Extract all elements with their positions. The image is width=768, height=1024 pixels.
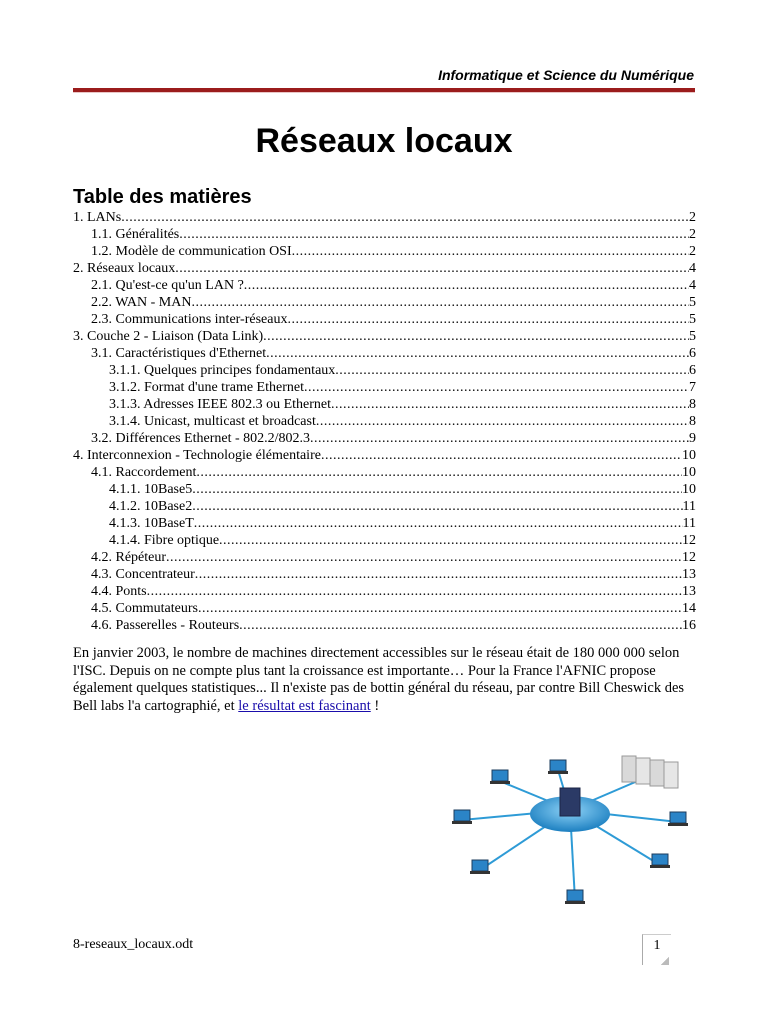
page-number: 1 (653, 938, 661, 953)
laptop-base (490, 781, 510, 784)
toc-entry-text: 3.1.1. Quelques principes fondamentaux (109, 363, 336, 378)
toc-entry[interactable] (73, 447, 696, 464)
toc-entry-page: 12 (682, 550, 696, 565)
laptop-icon (472, 860, 488, 871)
toc-entry-page: 11 (682, 499, 696, 514)
paragraph-end: ! (370, 697, 380, 714)
server-icon (560, 788, 580, 816)
toc-leader (147, 583, 682, 600)
toc-entry-page: 16 (682, 618, 696, 633)
toc-leader (239, 617, 682, 634)
toc-entry-page: 5 (689, 329, 696, 344)
toc-entry[interactable] (73, 209, 696, 226)
laptop-base (650, 865, 670, 868)
toc-entry-text: 3.1.3. Adresses IEEE 802.3 ou Ethernet (109, 397, 332, 412)
toc-leader (263, 328, 689, 345)
toc-leader (179, 226, 689, 243)
laptop-icon (652, 854, 668, 865)
result-link[interactable]: le résultat est fascinant (238, 697, 371, 714)
toc-entry[interactable] (73, 600, 696, 617)
toc-entry-text: 4.3. Concentrateur (91, 567, 195, 582)
toc-entry-page: 13 (682, 584, 696, 599)
toc-entry-page: 8 (689, 414, 696, 429)
laptop-icon (550, 760, 566, 771)
toc-entry[interactable] (73, 566, 696, 583)
toc-entry-page: 6 (689, 346, 696, 361)
toc-entry-text: 2.1. Qu'est-ce qu'un LAN ? (91, 278, 244, 293)
footer-filename: 8-reseaux_locaux.odt (73, 937, 194, 952)
toc-entry[interactable] (73, 277, 696, 294)
toc-leader (194, 515, 683, 532)
toc-leader (121, 209, 689, 226)
laptop-base (452, 821, 472, 824)
toc-entry-page: 10 (682, 482, 696, 497)
toc-leader (310, 430, 689, 447)
toc-entry[interactable] (73, 345, 696, 362)
toc-entry-page: 13 (682, 567, 696, 582)
toc-entry[interactable] (73, 464, 696, 481)
toc-leader (192, 481, 682, 498)
toc-leader (196, 464, 682, 481)
toc-entry[interactable] (73, 583, 696, 600)
toc-entry-text: 4.1.2. 10Base2 (109, 499, 193, 514)
toc-entry-text: 4.6. Passerelles - Routeurs (91, 618, 240, 633)
toc-entry-page: 7 (689, 380, 696, 395)
toc-leader (244, 277, 689, 294)
intro-paragraph (73, 645, 698, 715)
toc-heading: Table des matières (73, 186, 252, 208)
toc-entry-text: 1. LANs (73, 210, 122, 225)
toc-entry-page: 8 (689, 397, 696, 412)
toc-entry-text: 1.2. Modèle de communication OSI (91, 244, 292, 259)
paragraph-text: En janvier 2003, le nombre de machines directement accessibles sur le réseau était de 180 000 000 selon l'ISC. Depuis on ne compte plus tant la croissance est importante… Pour la France l'AFNIC propose également quelques statistiques... Il n'existe pas de bottin général du réseau, par contre Bill Cheswick des Bell labs l'a cartographié, et (73, 645, 685, 714)
header-rule (73, 88, 695, 93)
toc-leader (166, 549, 682, 566)
toc-entry[interactable] (73, 617, 696, 634)
laptop-base (565, 901, 585, 904)
toc-leader (219, 532, 682, 549)
network-illustration (440, 740, 700, 930)
page-corner-icon (661, 957, 669, 965)
toc-entry-page: 10 (682, 465, 696, 480)
laptop-icon (492, 770, 508, 781)
toc-leader (287, 311, 689, 328)
toc-entry-page: 12 (682, 533, 696, 548)
toc-entry[interactable] (73, 243, 696, 260)
toc-entry-text: 3.1.4. Unicast, multicast et broadcast (109, 414, 316, 429)
toc-entry[interactable] (73, 396, 696, 413)
toc-entry-text: 3.1.2. Format d'une trame Ethernet (109, 380, 304, 395)
toc-entry-text: 1.1. Généralités (91, 227, 180, 242)
toc-entry[interactable] (73, 294, 696, 311)
toc-leader (195, 566, 682, 583)
toc-entry-text: 4. Interconnexion - Technologie élémentaire (73, 448, 321, 463)
toc-leader (175, 260, 689, 277)
toc-entry-text: 3. Couche 2 - Liaison (Data Link) (73, 329, 264, 344)
toc-entry-page: 14 (682, 601, 696, 616)
toc-entry-text: 4.5. Commutateurs (91, 601, 198, 616)
toc-leader (335, 362, 689, 379)
toc-entry-page: 10 (682, 448, 696, 463)
toc-entry-text: 2.3. Communications inter-réseaux (91, 312, 288, 327)
toc-leader (191, 294, 689, 311)
toc-entry[interactable] (73, 498, 696, 515)
laptop-base (470, 871, 490, 874)
toc-leader (198, 600, 682, 617)
laptop-icon (454, 810, 470, 821)
toc-leader (292, 243, 689, 260)
toc-entry[interactable] (73, 260, 696, 277)
toc-entry[interactable] (73, 515, 696, 532)
toc-entry[interactable] (73, 549, 696, 566)
toc-entry-page: 11 (682, 516, 696, 531)
toc-entry-page: 4 (689, 278, 696, 293)
toc-entry[interactable] (73, 532, 696, 549)
laptop-base (668, 823, 688, 826)
toc-entry[interactable] (73, 430, 696, 447)
toc-entry-page: 4 (689, 261, 696, 276)
toc-entry[interactable] (73, 413, 696, 430)
header-title: Informatique et Science du Numérique (438, 67, 694, 83)
toc-entry[interactable] (73, 481, 696, 498)
toc-entry-page: 2 (689, 227, 696, 242)
page-title: Réseaux locaux (255, 122, 513, 160)
toc-entry-page: 5 (689, 312, 696, 327)
toc-leader (331, 396, 689, 413)
laptop-base (548, 771, 568, 774)
toc-entry[interactable] (73, 311, 696, 328)
toc-entry-text: 3.1. Caractéristiques d'Ethernet (91, 346, 267, 361)
toc-entry[interactable] (73, 328, 696, 345)
toc-entry[interactable] (73, 379, 696, 396)
laptop-icon (670, 812, 686, 823)
toc-entry-page: 2 (689, 244, 696, 259)
toc-leader (304, 379, 689, 396)
laptop-icon (567, 890, 583, 901)
page-number-box (642, 934, 671, 965)
toc-entry-page: 6 (689, 363, 696, 378)
toc-entry-text: 4.1.3. 10BaseT (109, 516, 194, 531)
toc-entry-text: 2. Réseaux locaux (73, 261, 176, 276)
toc-entry-text: 4.2. Répéteur (91, 550, 167, 565)
toc-entry-text: 4.4. Ponts (91, 584, 147, 599)
toc-entry-page: 2 (689, 210, 696, 225)
table-of-contents (73, 209, 696, 634)
toc-entry-text: 4.1. Raccordement (91, 465, 197, 480)
toc-leader (316, 413, 689, 430)
toc-entry[interactable] (73, 226, 696, 243)
toc-entry[interactable] (73, 362, 696, 379)
toc-leader (192, 498, 682, 515)
toc-entry-page: 5 (689, 295, 696, 310)
toc-entry-text: 4.1.1. 10Base5 (109, 482, 193, 497)
toc-entry-page: 9 (689, 431, 696, 446)
toc-entry-text: 3.2. Différences Ethernet - 802.2/802.3 (91, 431, 311, 446)
toc-entry-text: 2.2. WAN - MAN (91, 295, 192, 310)
toc-leader (321, 447, 682, 464)
toc-leader (266, 345, 689, 362)
toc-entry-text: 4.1.4. Fibre optique (109, 533, 220, 548)
